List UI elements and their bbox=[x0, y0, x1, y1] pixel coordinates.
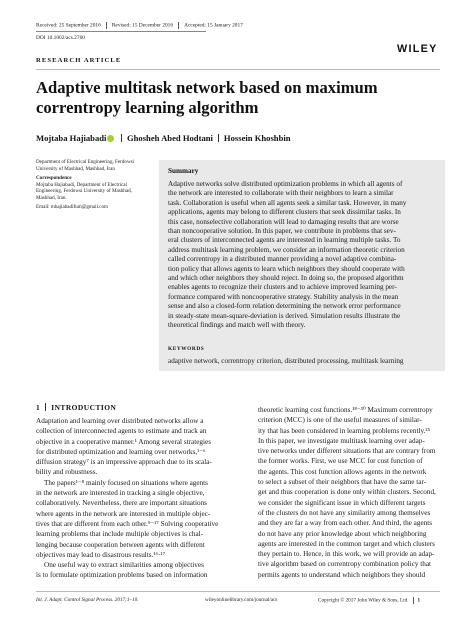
body-line: ity that has been considered in learning problems recently.²⁵ bbox=[258, 426, 431, 435]
footer-right bbox=[318, 597, 420, 604]
summary-line: sense and also a closed-form relation determining the network error performance bbox=[168, 302, 401, 311]
body-line: Adaptation and learning over distributed networks allow a bbox=[36, 417, 204, 425]
publisher-logo: WILEY bbox=[397, 43, 438, 55]
summary-heading: Summary bbox=[168, 167, 199, 175]
separator bbox=[45, 403, 46, 411]
affiliation-line: University of Mashhad, Mashhad, Iran bbox=[36, 165, 115, 172]
keywords-list: adaptive network, correntropy criterion, distributed processing, multitask learning bbox=[168, 357, 404, 365]
summary-line: address multitask learning problem, we consider an information theoretic criterion bbox=[168, 245, 405, 254]
article-title: Adaptive multitask network based on maximum correntropy learning algorithm bbox=[36, 78, 378, 117]
revised-date: Revised: 15 December 2016 bbox=[111, 22, 174, 29]
footer-url[interactable]: wileyonlinelibrary.com/journal/acs bbox=[205, 597, 278, 603]
body-line: objective in a cooperative manner.¹ Among several strategies bbox=[36, 437, 211, 446]
body-line: get and thus cooperation is done only within clusters. Second, bbox=[258, 488, 436, 497]
body-line: In this paper, we investigate multitask learning over adap- bbox=[258, 436, 425, 445]
body-line: criterion (MCC) is one of the useful measures of similar- bbox=[258, 416, 422, 425]
accepted-date: Accepted: 15 January 2017 bbox=[184, 22, 243, 29]
body-line: One useful way to extract similarities among objectives bbox=[44, 561, 204, 570]
body-line: theoretic learning cost functions.¹⁸⁻³⁰ Maximum correntropy bbox=[258, 406, 433, 414]
summary-line: tion policy that allows agents to learn which neighbors they should cooperate with bbox=[168, 264, 405, 273]
author-name[interactable]: Ghosheh Abed Hodtani bbox=[126, 133, 213, 143]
body-line: is to formulate optimization problems based on information bbox=[36, 571, 208, 580]
summary-line: than noncooperative solution. In this paper, we contribute in problems that sev- bbox=[168, 227, 396, 236]
separator bbox=[106, 22, 107, 29]
page-number: 1 bbox=[417, 597, 421, 604]
summary-line: applications, agents may belong to different clusters that seek dissimilar tasks. In bbox=[168, 208, 401, 217]
footer-journal bbox=[36, 597, 139, 603]
body-line: bility and robustness. bbox=[36, 468, 98, 477]
body-line: to select a subset of their neighbors that have the same tar- bbox=[258, 478, 427, 487]
title-rule bbox=[36, 69, 440, 70]
body-line: tive networks under different situations that are contrary from bbox=[258, 447, 436, 456]
summary-line: and which other neighbors they should reject. In doing so, the proposed algorithm bbox=[168, 274, 404, 283]
body-line: collection of interconnected agents to estimate and track an bbox=[36, 427, 207, 436]
copyright: Copyright © 2017 John Wiley & Sons, Ltd. bbox=[318, 597, 409, 604]
journal-citation: Int. J. Adapt. Control Signal Process. 2017;1–10. bbox=[36, 597, 139, 603]
summary-line: called correntropy in a distributed manner providing a novel adaptive combina- bbox=[168, 255, 397, 264]
affiliation-line: Department of Electrical Engineering, Ferdowsi bbox=[36, 159, 135, 165]
correspondence-line: Mashhad, Iran. bbox=[36, 194, 67, 201]
affiliation-block bbox=[36, 159, 154, 210]
body-line: tive algorithm based on correntropy combination policy that bbox=[258, 560, 432, 569]
summary-line: this case, nonselective collaboration will lead to damaging results that are worse bbox=[168, 217, 399, 226]
body-line: tives that are different from each other.⁹⁻¹⁷ Solving cooperative bbox=[36, 519, 219, 528]
body-line: we consider the significant issue in which different targets bbox=[258, 498, 426, 507]
body-line: where agents in the network are interested in multiple objec- bbox=[36, 509, 211, 518]
body-line: do not have any prior knowledge about which neighboring bbox=[258, 529, 427, 538]
summary-line: eral clusters of interconnected agents are interested in learning multiple tasks. To bbox=[168, 236, 401, 245]
keywords-heading: KEYWORDS bbox=[168, 346, 205, 352]
body-line: learning problems that include multiple objectives is chal- bbox=[36, 530, 204, 539]
header-rule bbox=[36, 31, 206, 32]
body-line: collaboratively. Nevertheless, there are important situations bbox=[36, 499, 207, 508]
correspondence-line: Mojtaba Hajiabadi, Department of Electrical bbox=[36, 181, 127, 188]
body-line: agents are interested in the common target and which clusters bbox=[258, 539, 435, 548]
summary-line: task. Collaboration is useful when all agents seek a similar task. However, in many bbox=[168, 198, 407, 207]
doi: DOI 10.1002/acs.2760 bbox=[36, 35, 85, 41]
summary-line: the network are interested to collaborate with their neighbors to learn a similar bbox=[168, 189, 394, 198]
body-line: and they are far a way from each other. And third, the agents bbox=[258, 519, 433, 528]
body-line: for distributed optimization and learning over networks,¹⁻⁶ bbox=[36, 447, 206, 456]
separator bbox=[178, 22, 179, 29]
section-number: 1 bbox=[36, 403, 41, 412]
summary-line: theoretical findings and match well with theory. bbox=[168, 321, 306, 330]
received-date: Received: 25 September 2016 bbox=[36, 22, 101, 29]
body-line: they pertain to. Hence, in this work, we will provide an adap- bbox=[258, 550, 435, 559]
left-column bbox=[36, 416, 229, 581]
summary-text bbox=[168, 180, 438, 331]
body-line: objectives may lead to disastrous results.¹⁶·¹⁷ bbox=[36, 550, 166, 559]
separator bbox=[121, 134, 122, 142]
separator bbox=[218, 134, 219, 142]
body-line: The papers¹⁻⁸ mainly focused on situations where agents bbox=[44, 478, 208, 487]
footer-rule bbox=[36, 591, 440, 592]
section-heading bbox=[36, 403, 116, 412]
summary-line: Adaptive networks solve distributed optimization problems in which all agents of bbox=[168, 180, 403, 188]
correspondence-label: Correspondence bbox=[36, 175, 72, 182]
summary-line: formance compared with noncooperative strategy. Stability analysis in the mean bbox=[168, 292, 399, 301]
body-line: lenging because cooperation between agents with different bbox=[36, 540, 205, 549]
history-dates bbox=[36, 22, 243, 29]
author-list bbox=[36, 133, 291, 143]
body-line: the agents. This cost function allows agents in the network bbox=[258, 467, 427, 476]
separator bbox=[413, 597, 414, 604]
author-name[interactable]: Mojtaba Hajiabadi bbox=[36, 133, 107, 143]
correspondence-line: Engineering, Ferdowsi University of Mashhad, bbox=[36, 188, 132, 195]
body-line: the former works. First, we use MCC for cost function of bbox=[258, 457, 423, 466]
article-type: RESEARCH ARTICLE bbox=[36, 57, 122, 64]
summary-line: enables agents to recognize their clusters and to achieve improved learning per- bbox=[168, 283, 397, 292]
summary-line: in steady-state mean-square-deviation is derived. Simulation results illustrate the bbox=[168, 311, 401, 320]
author-name[interactable]: Hossein Khoshbin bbox=[223, 133, 291, 143]
section-title: INTRODUCTION bbox=[51, 403, 117, 412]
body-line: in the network are interested in tracking a single objective, bbox=[36, 489, 205, 498]
body-line: of the clusters do not have any similarity among themselves bbox=[258, 508, 431, 517]
body-line: permits agents to understand which neighbors they should bbox=[258, 570, 426, 579]
right-column bbox=[258, 405, 441, 580]
orcid-icon[interactable] bbox=[107, 135, 114, 142]
correspondence-email[interactable]: Email: mhajiabadifum@gmail.com bbox=[36, 203, 109, 210]
body-line: diffusion strategy⁷ is an impressive approach due to its scala- bbox=[36, 458, 212, 467]
